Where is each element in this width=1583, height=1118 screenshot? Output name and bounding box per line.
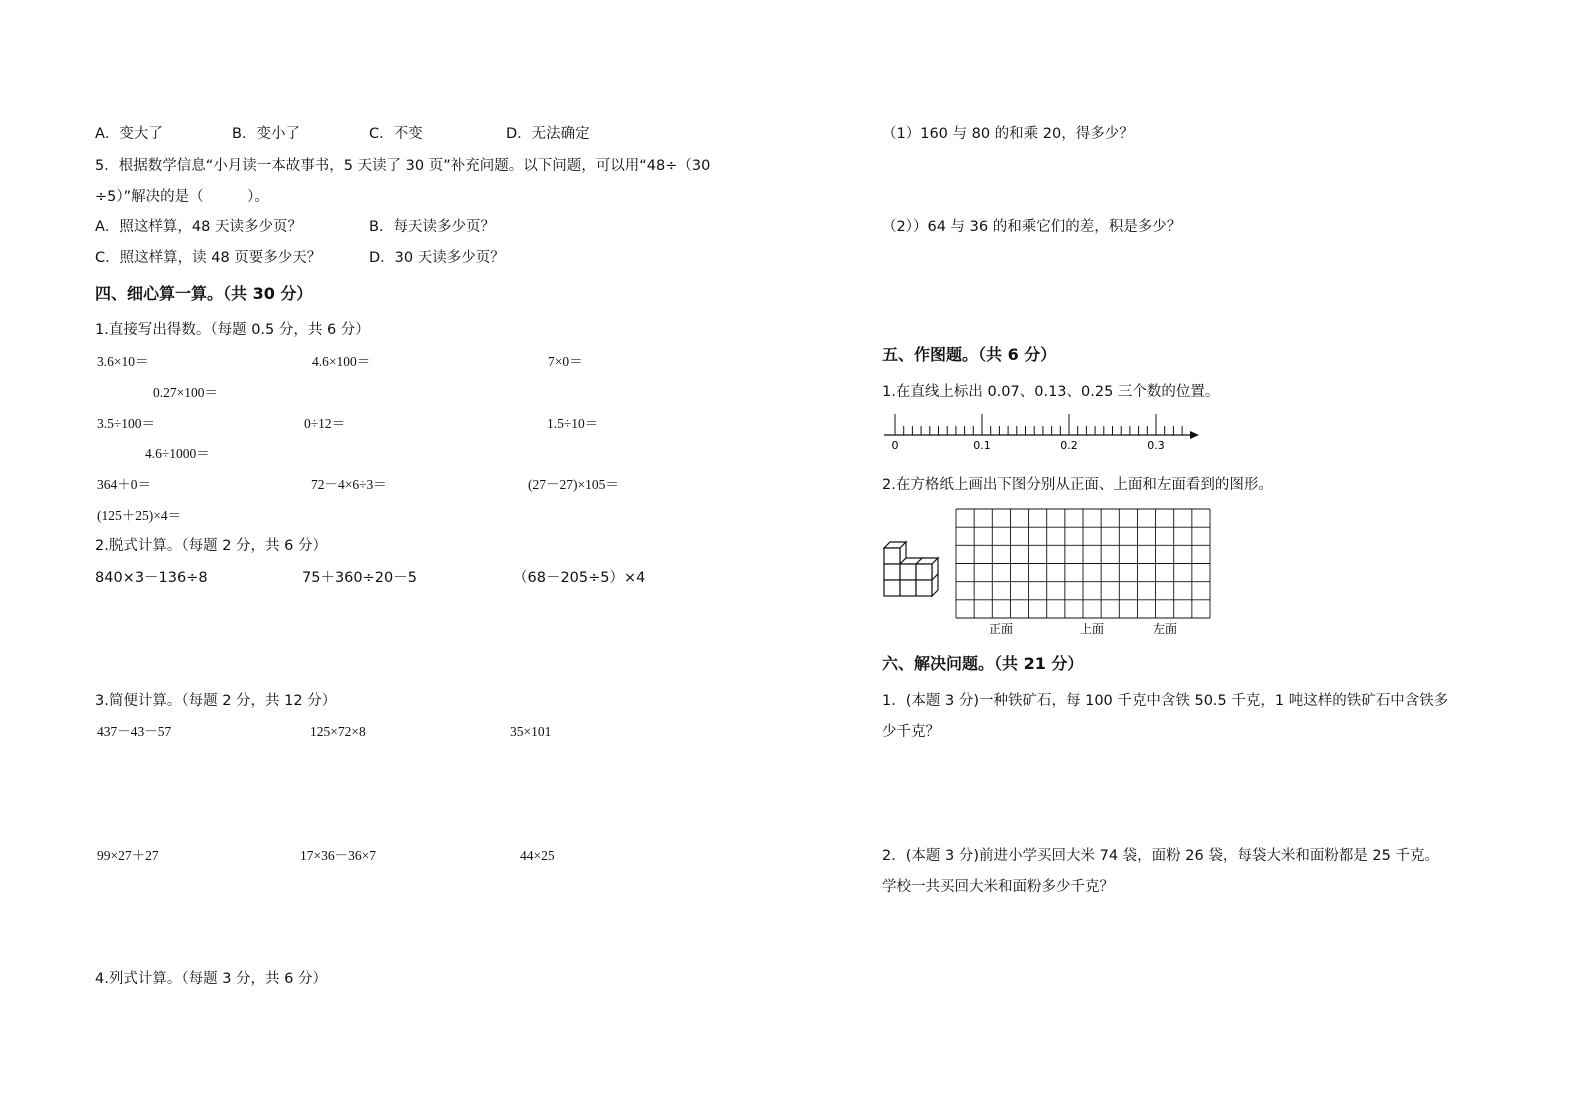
q5-option-b: B．每天读多少页？ <box>369 219 495 235</box>
numberline-label-0: 0 <box>891 439 899 452</box>
section6-title: 六、解决问题。（共 21 分） <box>882 654 1084 673</box>
cube-figure <box>880 536 944 598</box>
numberline-label-2: 0.2 <box>1060 439 1078 452</box>
stepwise-2: 75＋360÷20－5 <box>302 570 417 586</box>
oral-10: 72－4×6÷3＝ <box>311 477 387 492</box>
simple-2: 125×72×8 <box>310 724 366 739</box>
numberline-label-3: 0.3 <box>1147 439 1165 452</box>
stepwise-1: 840×3－136÷8 <box>95 570 208 586</box>
numberline-label-1: 0.1 <box>973 439 991 452</box>
draw-q2: 2.在方格纸上画出下图分别从正面、上面和左面看到的图形。 <box>882 477 1273 493</box>
q5-options-row1 <box>95 218 495 236</box>
q4-option-b: B．变小了 <box>232 126 300 142</box>
simple-1: 437－43－57 <box>97 724 172 739</box>
q4-option-c: C．不变 <box>369 126 423 142</box>
section5-title: 五、作图题。（共 6 分） <box>882 345 1057 364</box>
oral-6: 0÷12＝ <box>304 416 346 431</box>
oral-3: 7×0＝ <box>548 354 583 369</box>
grid-paper <box>955 508 1215 640</box>
simple-6: 44×25 <box>520 848 555 863</box>
q5-option-a: A．照这样算，48 天读多少页？ <box>95 219 302 235</box>
oral-4: 0.27×100＝ <box>153 385 218 400</box>
q5-stem-line2: ÷5）”解决的是（ ）。 <box>95 189 269 205</box>
stepwise-3: （68－205÷5）×4 <box>513 570 646 586</box>
problem1-line1: 1．(本题 3 分)一种铁矿石，每 100 千克中含铁 50.5 千克，1 吨这样的铁矿石中含铁多 <box>882 693 1449 709</box>
simple-3: 35×101 <box>510 724 552 739</box>
simple-4: 99×27＋27 <box>97 848 159 863</box>
q4-option-a: A．变大了 <box>95 126 163 142</box>
problem2-line2: 学校一共买回大米和面粉多少千克？ <box>882 879 1114 895</box>
list-calc-q1: （1）160 与 80 的和乘 20，得多少？ <box>882 126 1134 142</box>
oral-2: 4.6×100＝ <box>312 354 371 369</box>
oral-7: 1.5÷10＝ <box>547 416 599 431</box>
q5-stem-line1: 5．根据数学信息“小月读一本故事书，5 天读了 30 页”补充问题。以下问题，可以用“48÷（30 <box>95 158 711 174</box>
sub3-title: 3.简便计算。（每题 2 分，共 12 分） <box>95 693 337 709</box>
oral-12: (125＋25)×4＝ <box>97 508 182 523</box>
grid-label-front: 正面 <box>988 622 1014 636</box>
list-calc-q2: （2））64 与 36 的和乘它们的差，积是多少？ <box>882 219 1182 235</box>
sub4-title: 4.列式计算。（每题 3 分，共 6 分） <box>95 971 327 987</box>
number-line <box>880 408 1210 454</box>
section4-title: 四、细心算一算。（共 30 分） <box>95 284 313 303</box>
problem1-line2: 少千克？ <box>882 724 940 740</box>
oral-11: (27－27)×105＝ <box>528 477 619 492</box>
q5-option-d: D．30 天读多少页？ <box>369 250 505 266</box>
oral-5: 3.5÷100＝ <box>97 416 156 431</box>
grid-label-left: 左面 <box>1152 622 1178 636</box>
problem2-line1: 2．(本题 3 分)前进小学买回大米 74 袋，面粉 26 袋，每袋大米和面粉都是 25 千克。 <box>882 848 1439 864</box>
simple-5: 17×36－36×7 <box>300 848 376 863</box>
q4-options <box>95 125 590 143</box>
q5-option-c: C．照这样算，读 48 页要多少天？ <box>95 250 322 266</box>
oral-8: 4.6÷1000＝ <box>145 446 210 461</box>
oral-9: 364＋0＝ <box>97 477 151 492</box>
q5-options-row2 <box>95 249 505 267</box>
q4-option-d: D．无法确定 <box>506 126 590 142</box>
grid-label-top: 上面 <box>1079 622 1105 636</box>
oral-1: 3.6×10＝ <box>97 354 149 369</box>
sub2-title: 2.脱式计算。（每题 2 分，共 6 分） <box>95 538 327 554</box>
sub1-title: 1.直接写出得数。（每题 0.5 分，共 6 分） <box>95 322 370 338</box>
draw-q1: 1.在直线上标出 0.07、0.13、0.25 三个数的位置。 <box>882 384 1220 400</box>
